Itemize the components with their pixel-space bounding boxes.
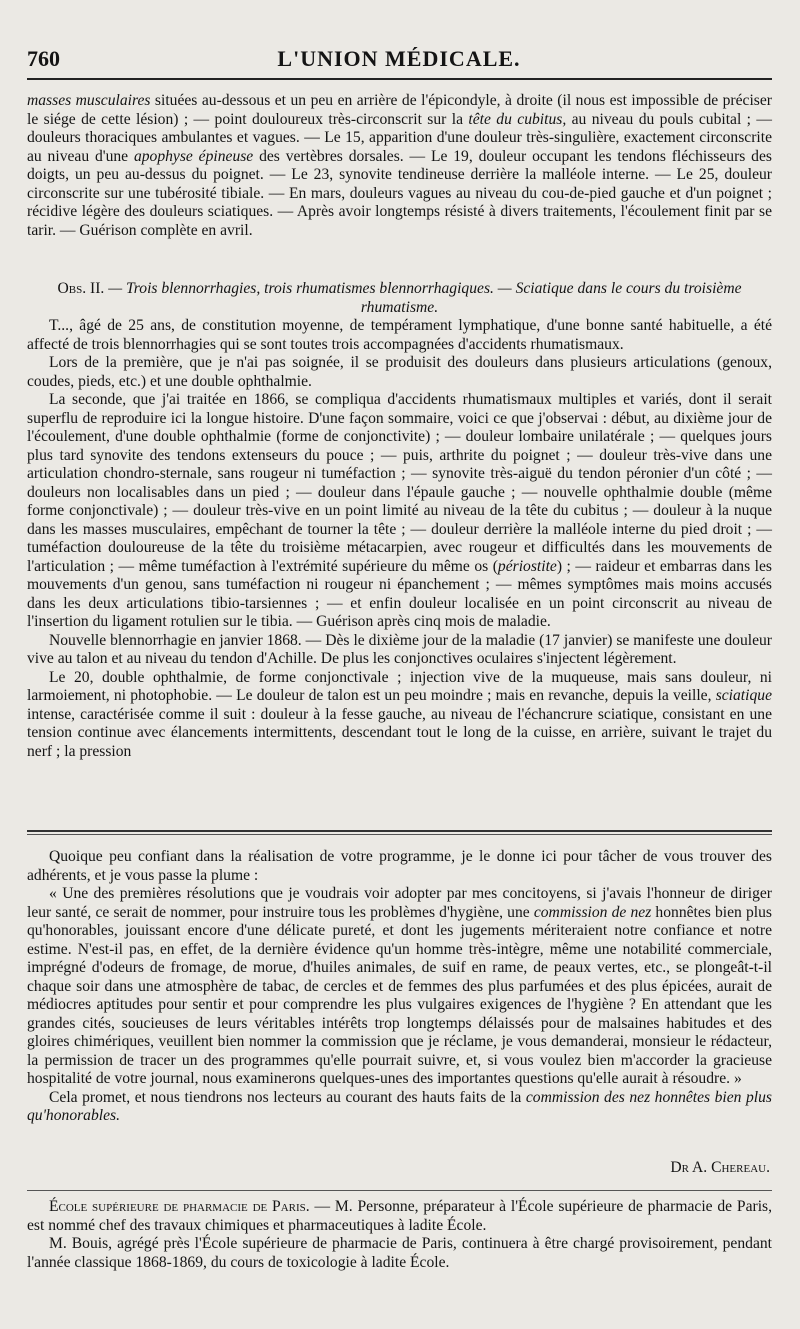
paragraph [27,92,772,240]
paragraph [27,848,772,885]
text-run: École supérieure de pharmacie de Paris. [49,1198,310,1215]
text-run: Le 20, double ophthalmie, de forme conjonctivale ; injection vive de la muqueuse, mais sans douleur, ni larmoiement, ni photophobie. — Le douleur de talon est un peu moindre ; mais en revanche, depuis la veille, [27,668,772,704]
text-run: au niveau du pouls cubital ; — douleurs thoraciques ambulantes et vagues. — Le 15, apparition d'une douleur très-singulière, exactement circonscrite au niveau d'une [27,110,772,165]
italic-text: tête du cubitus, [468,110,567,128]
paragraph [27,317,772,354]
italic-text: commission des nez honnêtes bien plus qu'honorables. [27,1088,772,1124]
text-run: La seconde, que j'ai traitée en 1866, se compliqua d'accidents rhumatismaux multiples et variés, dont il serait superflu de reproduire ici la longue histoire. D'une façon sommaire, voici ce que j'observai : début, au dixième jour de l'écoulement, d'une double ophthalmie (forme de conjonctivite) ; — douleur lombaire unilatérale ; — quelques jours plus tard synovite des tendons extenseurs du pouce ; — puis, arthrite du poignet ; — douleur très-vive dans une articulation chondro-sternale, sans rougeur ni tuméfaction ; — synovite très-aiguë du tendon péronier d'un côté ; — douleurs non localisables dans un pied ; — douleur dans l'épaule gauche ; — nouvelle ophthalmie double (même forme conjonctivale) ; — douleur très-vive en un point limité au niveau de la tête du cubitus ; — douleur à la nuque dans les masses musculaires, empêchant de tourner la tête ; — douleur derrière la malléole interne du pied droit ; — tuméfaction douloureuse de la tête du troisième métacarpien, avec rougeur et difficultés dans les mouvements de l'articulation ; — même tuméfaction à l'extrémité supérieure du même os ( [27,391,772,575]
text-run: honnêtes bien plus qu'honorables, jouissant encore d'une délicate pureté, et dont les jugements mériteraient notre confiance et notre estime. N'est-il pas, en effet, de la dernière évidence qu'un homme très-intègre, même une notabilité commerciale, imprégné d'odeurs de fromage, de morue, d'huiles animales, de suif en rame, de peaux vertes, etc., se plongeât-t-il chaque soir dans une atmosphère de tabac, de cercles et de femmes des plus parfumées et des plus épicées, aurait de médiocres aptitudes pour sentir et pour comprendre les plus vulgaires exigences de l'hygiène ? En attendant que les grandes cités, soucieuses de leurs véritables intérêts trop longtemps délaissés pour de malsaines habitudes et des gloires chimériques, veuillent bien nommer la commission que je réclame, je vous demanderai, monsieur le rédacteur, la permission de tracer un des programmes qu'elle pourrait suivre, et, si vous voulez bien m'accorder la gracieuse hospitalité de votre journal, nous examinerons quelques-unes des importantes questions qu'elle aurait à résoudre. » [27,903,772,1087]
page-header [27,46,771,78]
text-run: M. Bouis, agrégé près l'École supérieure de pharmacie de Paris, continuera à être chargé provisoirement, pendant l'année classique 1868-1869, du cours de toxicologie à ladite École. [27,1235,772,1271]
observation-label: Obs. II. [57,280,105,297]
text-run: « Une des premières résolutions que je voudrais voir adopter par mes concitoyens, si j'avais l'honneur de diriger leur santé, ce serait de nommer, pour instruire tous les problèmes d'hygiène, une [27,885,772,921]
italic-text: commission de nez [533,903,652,921]
header-rule [27,78,772,80]
text-run: T..., âgé de 25 ans, de constitution moyenne, de tempérament lymphatique, d'une bonne santé habituelle, a été affecté de trois blennorrhagies qui se sont toutes trois accompagnées d'accidents rhumatismaux. [27,317,772,353]
news-rule [27,1190,772,1191]
news-item [27,1198,772,1235]
italic-text: apophyse épineuse [133,147,254,165]
news-items [27,1198,772,1272]
paragraph [27,391,772,632]
text-run: situées au-dessous et un peu en arrière de l'épicondyle, à droite (il nous est impossible de préciser le siége de cette lésion) ; — point douloureux très-circonscrit sur la [27,92,772,128]
feuilleton-letter [27,848,772,1126]
text-run: Nouvelle blennorrhagie en janvier 1868. — Dès le dixième jour de la maladie (17 janvier) se manifeste une douleur vive au talon et au niveau du tendon d'Achille. De plus les conjonctives oculaires s'injectent légèrement. [27,631,772,667]
text-run: — M. Personne, préparateur à l'École supérieure de pharmacie de Paris, est nommé chef des travaux chimiques et pharmaceutiques à ladite École. [27,1198,773,1234]
italic-text: masses musculaires [27,92,151,109]
signature: Dr A. Chereau. [670,1159,770,1176]
text-run: des vertèbres dorsales. — Le 19, douleur occupant les tendons fléchisseurs des doigts, un peu au-dessus du poignet. — Le 23, synovite tendineuse derrière la malléole interne. — Le 25, douleur circonscrite sur une tubérosité tibiale. — En mars, douleurs vagues au niveau du cou-de-pied gauche et d'un poignet ; récidive légère des douleurs sciatiques. — Après avoir longtemps résisté à divers traitements, l'écoulement finit par se tarir. — Guérison complète en avril. [27,147,772,239]
italic-text: périostite [497,557,557,575]
paragraph [27,632,772,669]
paragraph [27,1089,772,1126]
observation-2 [27,280,772,761]
observation-heading [27,280,772,317]
paragraph [27,885,772,1089]
observation-1-end [27,92,772,240]
text-run: Cela promet, et nous tiendrons nos lecteurs au courant des hauts faits de la [49,1088,526,1106]
text-run: intense, caractérisée comme il suit : douleur à la fesse gauche, au niveau de l'échancrure sciatique, consistant en une tension continue avec élancements intermittents, descendant tout le long de la cuisse, en arrière, suivant le trajet du nerf ; la pression [27,705,772,760]
observation-title: — Trois blennorrhagies, trois rhumatismes blennorrhagiques. — Sciatique dans le cours du troisième rhumatisme. [108,280,742,316]
journal-title: L'UNION MÉDICALE. [277,46,521,71]
section-rule [27,830,772,832]
text-run: Lors de la première, que je n'ai pas soignée, il se produisit des douleurs dans plusieurs articulations (genoux, coudes, pieds, etc.) et une double ophthalmie. [27,354,772,390]
italic-text: sciatique [715,687,772,704]
paragraph [27,354,772,391]
text-run: ) ; — raideur et embarras dans les mouvements d'un genou, sans tuméfaction ni rougeur ni épanchement ; — mêmes symptômes mais moins accusés dans les deux articulations tibio-tarsiennes ; — et enfin douleur localisée en un point circonscrit au niveau de l'insertion du ligament rotulien sur le tibia. — Guérison après cinq mois de maladie. [27,557,772,630]
paragraph [27,669,772,762]
news-item [27,1235,772,1272]
page-number: 760 [27,46,60,71]
text-run: Quoique peu confiant dans la réalisation de votre programme, je le donne ici pour tâcher de vous trouver des adhérents, et je vous passe la plume : [27,848,772,884]
section-rule-thin [27,834,772,835]
